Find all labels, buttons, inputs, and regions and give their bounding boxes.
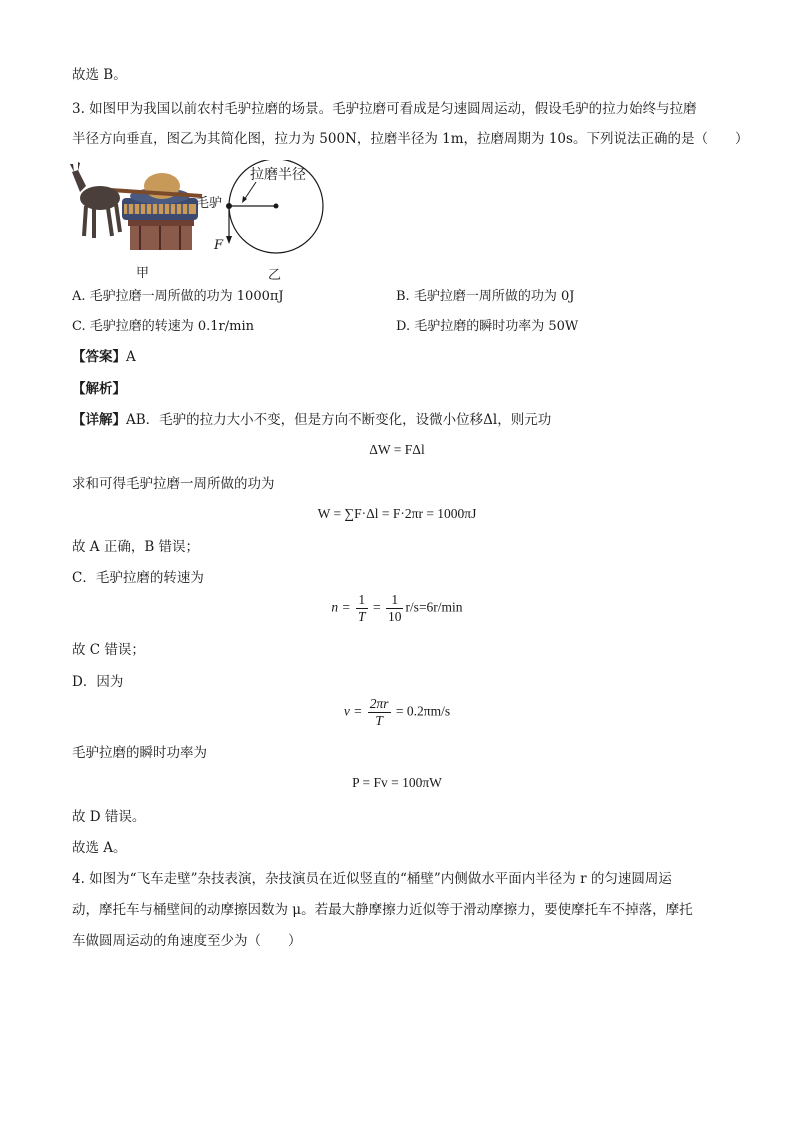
eq3-rhs: r/s=6r/min [405, 599, 463, 615]
label-donkey: 毛驴 [196, 196, 223, 211]
fraction-2pir-over-t [368, 696, 391, 729]
analysis-label: 【解析】 [72, 381, 126, 397]
c-conclusion: 故 C 错误； [72, 642, 145, 658]
frac-den: 10 [387, 609, 402, 624]
frac-den: T [375, 713, 383, 728]
equation-rotation-speed [0, 592, 794, 625]
detail-text: AB．毛驴的拉力大小不变，但是方向不断变化，设微小位移Δl，则元功 [126, 412, 552, 428]
label-force: F [214, 238, 224, 253]
power-text: 毛驴拉磨的瞬时功率为 [72, 745, 207, 761]
detail-label: 【详解】 [72, 412, 126, 428]
fraction-1-over-10 [386, 592, 404, 625]
prev-conclusion: 故选 B。 [72, 67, 127, 83]
option-d: D. 毛驴拉磨的瞬时功率为 50W [396, 319, 579, 334]
option-b: B. 毛驴拉磨一周所做的功为 0J [396, 289, 575, 304]
q3-stem-line2: 半径方向垂直，图乙为其简化图，拉力为 500N，拉磨半径为 1m，拉磨周期为 10s。下列说法正确的是（ ） [72, 131, 749, 147]
frac-num: 1 [356, 592, 368, 609]
answer-value: A [126, 349, 136, 365]
caption-yi: 乙 [268, 268, 282, 283]
option-a: A. 毛驴拉磨一周所做的功为 1000πJ [72, 289, 284, 304]
q4-stem-line2: 动，摩托车与桶壁间的动摩擦因数为 μ。若最大静摩擦力近似等于滑动摩擦力，要使摩托车不掉落，摩托 [72, 902, 693, 918]
q4-stem-line1: 4. 如图为“飞车走壁”杂技表演，杂技演员在近似竖直的“桶壁”内侧做水平面内半径为 r 的匀速圆周运 [72, 871, 672, 887]
option-c: C. 毛驴拉磨的转速为 0.1r/min [72, 319, 255, 334]
ab-conclusion: 故 A 正确，B 错误； [72, 539, 200, 555]
eq3-lhs: n = [331, 599, 351, 615]
answer-label: 【答案】 [72, 349, 126, 365]
d-text: D．因为 [72, 674, 124, 690]
label-radius: 拉磨半径 [250, 167, 306, 183]
eq4-lhs: v = [343, 703, 363, 719]
frac-num: 1 [386, 592, 404, 609]
q3-stem-line1: 3. 如图甲为我国以前农村毛驴拉磨的场景。毛驴拉磨可看成是匀速圆周运动，假设毛驴的拉力始终与拉磨 [72, 101, 697, 117]
equation-work-element: ΔW = FΔl [369, 442, 425, 457]
equation-velocity [0, 696, 794, 729]
frac-num: 2πr [369, 696, 389, 711]
eq4-rhs: = 0.2πm/s [395, 703, 451, 719]
sum-text: 求和可得毛驴拉磨一周所做的功为 [72, 476, 275, 492]
final-answer: 故选 A。 [72, 840, 127, 856]
equation-power: P = Fv = 100πW [352, 775, 442, 790]
d-conclusion: 故 D 错误。 [72, 809, 146, 825]
detail-line [72, 411, 551, 429]
frac-den: T [358, 609, 366, 624]
eq3-mid: = [372, 599, 381, 615]
q4-stem-line3: 车做圆周运动的角速度至少为（ ） [72, 933, 302, 949]
fraction-1-over-t [356, 592, 368, 625]
caption-jia: 甲 [136, 266, 150, 281]
equation-work-total: W = ∑F·Δl = F·2πr = 1000πJ [317, 506, 477, 521]
figure-donkey-mill [70, 160, 205, 252]
c-text: C．毛驴拉磨的转速为 [72, 570, 204, 586]
answer-line [72, 348, 136, 366]
